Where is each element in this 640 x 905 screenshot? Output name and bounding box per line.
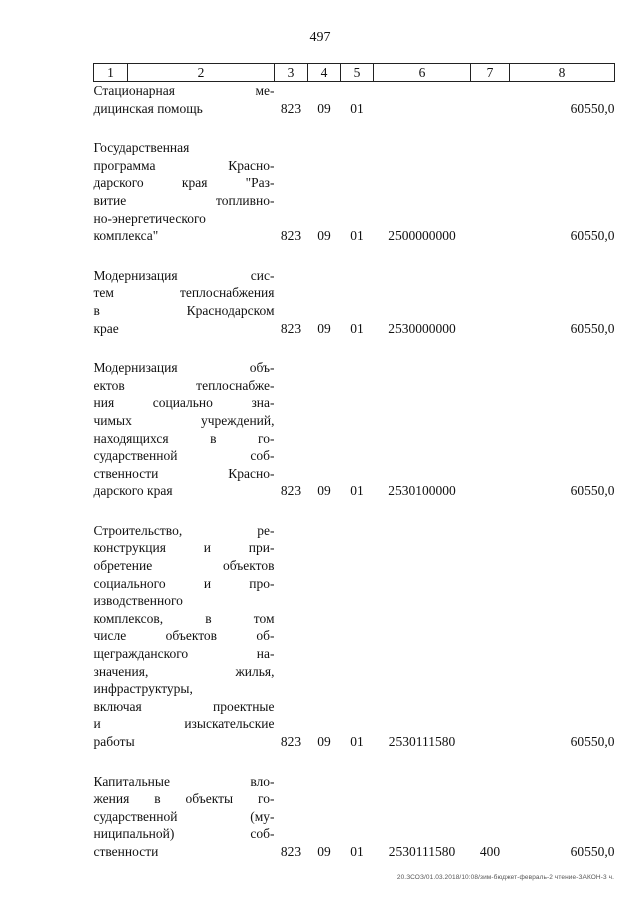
row-name-line: работы [93,734,135,749]
row-name [94,139,275,245]
row-spacer [94,117,615,139]
row-name-line: Строительство, ре- [93,522,275,538]
cell-c7 [471,522,510,751]
header-col-1: 1 [94,64,128,82]
cell-c5: 01 [350,100,364,116]
row-name-line: Модернизация сис- [93,267,275,283]
cell-c3: 823 [280,734,302,749]
row-name-line: чимых учреждений, [93,412,275,428]
row-name-line: обретение объектов [93,558,275,574]
row-name-line: значения, жилья, [93,663,275,679]
cell-c6: 2530111580 [388,734,456,749]
row-name-line: дарского края "Раз- [93,175,275,191]
page-number: 497 [309,30,331,45]
row-name-line: включая проектные [93,698,275,714]
cell-c7 [471,359,510,500]
row-name-line: конструкция и при- [93,540,275,556]
row-name-line: дицинская помощь [93,100,203,116]
cell-c4: 09 [317,100,331,116]
header-col-8: 8 [510,64,615,82]
cell-c7 [471,139,510,245]
header-col-7: 7 [471,64,510,82]
table-row [94,359,615,500]
row-spacer [94,500,615,522]
cell-c8: 60550,0 [570,100,615,116]
cell-c8: 60550,0 [570,228,615,244]
table-row [94,82,615,118]
row-name-line: дарского края [93,483,173,499]
cell-c3: 823 [280,843,302,859]
cell-c7 [471,267,510,337]
row-name-line: крае [93,320,119,336]
row-name-line: щегражданского на- [93,646,275,662]
row-name-line: инфраструктуры, [93,681,193,697]
row-name-line: числе объектов об- [93,628,275,644]
row-name-line: витие топливно- [93,192,275,208]
cell-c6: 2500000000 [388,228,456,244]
header-col-4: 4 [308,64,341,82]
cell-c8: 60550,0 [570,483,615,499]
row-name-line: в Краснодарском [93,302,275,318]
cell-c3: 823 [280,228,302,244]
row-name [94,773,275,861]
header-row [94,64,615,82]
row-name-line: комплекса" [93,228,159,244]
cell-c5: 01 [350,483,364,499]
row-name-line: Капитальные вло- [93,773,275,789]
cell-c8: 60550,0 [570,843,615,859]
row-name-line: социального и про- [93,575,275,591]
row-name-line: ниципальной) соб- [93,826,275,842]
cell-c4: 09 [317,843,331,859]
cell-c6: 2530111580 [388,843,456,859]
header-col-2: 2 [128,64,275,82]
header-col-3: 3 [275,64,308,82]
cell-c5: 01 [350,843,364,859]
cell-c4: 09 [317,228,331,244]
cell-c5: 01 [350,228,364,244]
row-name-line: Модернизация объ- [93,360,275,376]
cell-c5: 01 [350,320,364,336]
row-name-line: Государственная [93,140,190,156]
footer-note: 20.ЗСОЗ/01.03.2018/10:08/зим-бюджет-февраль-2 чтение-ЗАКОН-3 ч. [396,874,614,881]
row-name [94,82,275,118]
cell-c4: 09 [317,483,331,499]
row-name [94,359,275,500]
budget-table [93,63,615,861]
table-row [94,139,615,245]
row-name-line: ектов теплоснабже- [93,377,275,393]
cell-c7: 400 [479,843,501,859]
table-row [94,773,615,861]
row-name-line: изводственного [93,593,183,609]
cell-c4: 09 [317,320,331,336]
row-name-line: комплексов, в том [93,610,275,626]
row-name-line: Стационарная ме- [93,83,275,98]
table-row [94,522,615,751]
budget-table-container [93,63,614,861]
cell-c6: 2530000000 [388,320,456,336]
header-col-6: 6 [374,64,471,82]
row-name-line: жения в объекты го- [93,791,275,807]
row-name-line: программа Красно- [93,157,275,173]
row-name-line: ния социально зна- [93,395,275,411]
cell-c7 [471,82,510,118]
cell-c3: 823 [280,320,302,336]
row-name-line: и изыскательские [93,716,275,732]
row-name-line: находящихся в го- [93,430,275,446]
header-col-5: 5 [341,64,374,82]
row-spacer [94,245,615,267]
row-name-line: но-энергетического [93,210,206,226]
row-name-line: сударственной (му- [93,808,275,824]
cell-c6: 2530100000 [388,483,456,499]
cell-c3: 823 [280,483,302,499]
table-body [94,82,615,861]
cell-c5: 01 [350,734,364,749]
row-name-line: ственности [93,843,159,859]
cell-c8: 60550,0 [570,734,615,749]
row-spacer [94,751,615,773]
row-name-line: тем теплоснабжения [93,285,275,301]
row-spacer [94,337,615,359]
row-name-line: сударственной соб- [93,448,275,464]
cell-c8: 60550,0 [570,320,615,336]
row-name [94,267,275,337]
table-row [94,267,615,337]
cell-c6 [374,82,471,118]
cell-c3: 823 [280,100,302,116]
row-name [94,522,275,751]
row-name-line: ственности Красно- [93,465,275,481]
cell-c4: 09 [317,734,331,749]
